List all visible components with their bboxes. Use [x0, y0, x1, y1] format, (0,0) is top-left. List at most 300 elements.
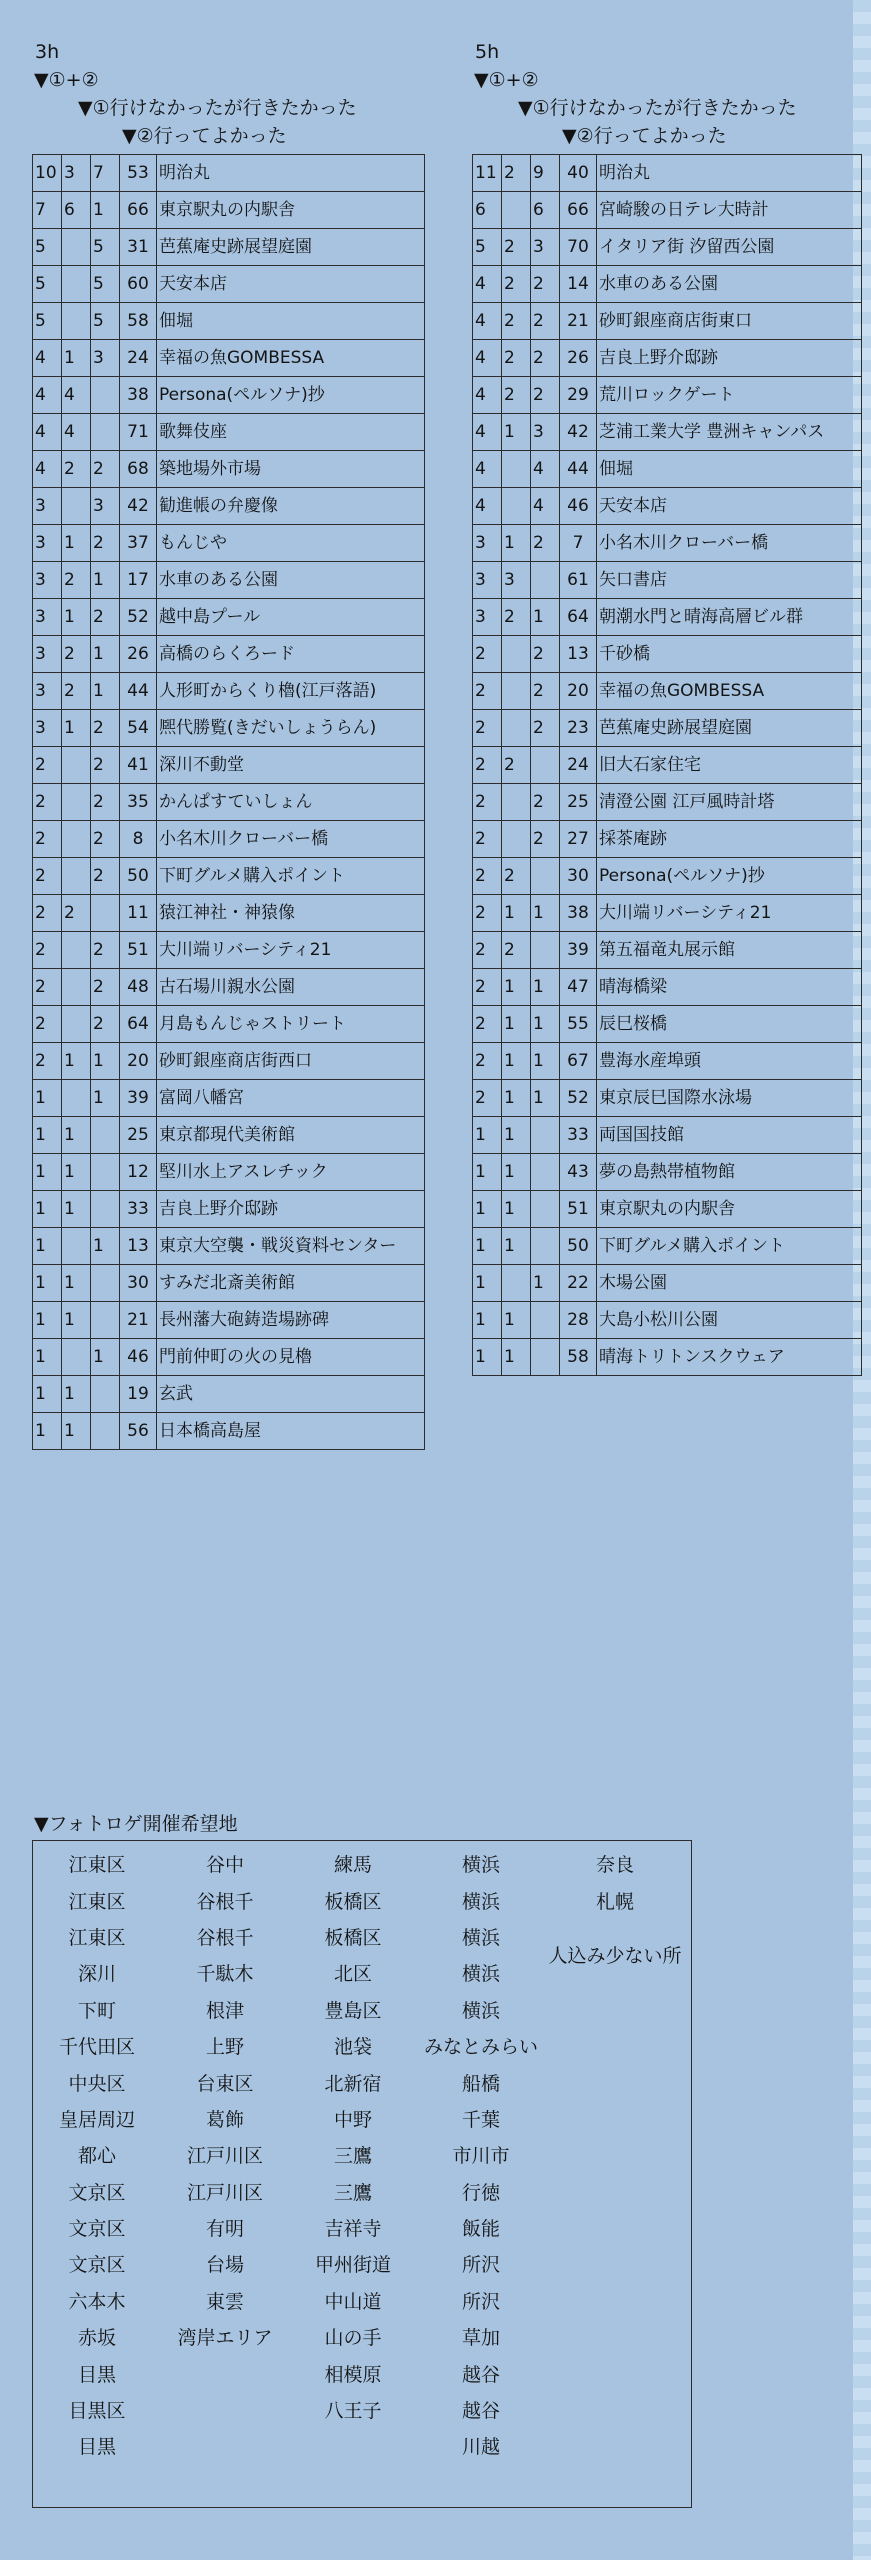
good-count: [91, 1117, 120, 1154]
wishlist-place: 横浜: [461, 1854, 500, 1877]
spot-number: 46: [560, 488, 597, 525]
good-count: [531, 1191, 560, 1228]
wishlist-place: 横浜: [461, 1890, 500, 1913]
spot-name: 深川不動堂: [157, 747, 425, 784]
good-count: 2: [531, 340, 560, 377]
wishlist-place: 目黒: [77, 2436, 116, 2459]
total-count: 1: [33, 1154, 62, 1191]
wishlist-place: [545, 2138, 685, 2174]
good-count: 6: [531, 192, 560, 229]
wishlist-place: [545, 2247, 685, 2283]
wanted-count: 1: [502, 1302, 531, 1339]
good-count: 3: [531, 229, 560, 266]
table-row: [473, 562, 862, 599]
table-row: [473, 969, 862, 1006]
spot-name: 矢口書店: [597, 562, 862, 599]
spot-name: 古石場川親水公園: [157, 969, 425, 1006]
spot-number: 37: [120, 525, 157, 562]
total-count: 2: [473, 784, 502, 821]
spot-name: 大川端リバーシティ21: [597, 895, 862, 932]
total-count: 2: [473, 895, 502, 932]
wishlist-place: 市川市: [452, 2145, 510, 2168]
total-count: 4: [473, 303, 502, 340]
good-count: [91, 1154, 120, 1191]
spot-name: 佃堀: [597, 451, 862, 488]
wanted-count: 1: [62, 710, 91, 747]
wishlist-place: 川越: [461, 2436, 500, 2459]
spot-name: すみだ北斎美術館: [157, 1265, 425, 1302]
spot-number: 51: [120, 932, 157, 969]
spot-name: 月島もんじゃストリート: [157, 1006, 425, 1043]
good-count: [91, 377, 120, 414]
wishlist-place: 葛飾: [205, 2108, 244, 2131]
spot-number: 27: [560, 821, 597, 858]
spot-name: 旧大石家住宅: [597, 747, 862, 784]
spot-number: 51: [560, 1191, 597, 1228]
spot-number: 35: [120, 784, 157, 821]
good-count: 2: [531, 821, 560, 858]
spot-number: 50: [560, 1228, 597, 1265]
table-row: [33, 1376, 425, 1413]
spot-name: 天安本店: [597, 488, 862, 525]
good-count: 2: [91, 451, 120, 488]
wishlist-place: 千代田区: [58, 2036, 135, 2059]
total-count: 5: [33, 229, 62, 266]
table-row: [33, 1265, 425, 1302]
wanted-count: [62, 1006, 91, 1043]
wanted-count: 1: [62, 1302, 91, 1339]
spot-number: 71: [120, 414, 157, 451]
spot-number: 42: [120, 488, 157, 525]
table-row: [33, 155, 425, 192]
spot-number: 26: [560, 340, 597, 377]
wanted-count: [62, 1339, 91, 1376]
spot-number: 50: [120, 858, 157, 895]
good-count: [91, 1376, 120, 1413]
table-row: [33, 266, 425, 303]
wanted-count: 1: [502, 1154, 531, 1191]
legend-good: ▼②行ってよかった: [562, 125, 727, 147]
total-count: 11: [473, 155, 502, 192]
table-row: [33, 1154, 425, 1191]
wanted-count: 2: [62, 636, 91, 673]
wishlist-place: 六本木: [68, 2290, 126, 2313]
spot-name: 門前仲町の火の見櫓: [157, 1339, 425, 1376]
wishlist-place: 板橋区: [324, 1890, 382, 1913]
spot-name: 天安本店: [157, 266, 425, 303]
total-count: 2: [33, 932, 62, 969]
table-row: [33, 1117, 425, 1154]
table-row: [473, 1154, 862, 1191]
wanted-count: 2: [62, 562, 91, 599]
good-count: 1: [91, 1080, 120, 1117]
spot-name: 芭蕉庵史跡展望庭園: [597, 710, 862, 747]
wanted-count: 1: [62, 599, 91, 636]
wanted-count: [62, 747, 91, 784]
spot-name: 佃堀: [157, 303, 425, 340]
good-count: [531, 747, 560, 784]
spot-number: 42: [560, 414, 597, 451]
good-count: 5: [91, 266, 120, 303]
legend-wanted: ▼①行けなかったが行きたかった: [518, 97, 797, 119]
table-row: [33, 784, 425, 821]
wanted-count: 2: [62, 673, 91, 710]
wanted-count: 1: [502, 1080, 531, 1117]
good-count: 2: [531, 673, 560, 710]
total-count: 1: [33, 1302, 62, 1339]
wishlist-place: [545, 2102, 685, 2138]
spot-number: 38: [120, 377, 157, 414]
spot-name: 水車のある公園: [157, 562, 425, 599]
good-count: [91, 1302, 120, 1339]
wanted-count: [502, 673, 531, 710]
wishlist-place: 谷根千: [196, 1926, 254, 1949]
spot-name: 夢の島熱帯植物館: [597, 1154, 862, 1191]
photologe-wishlist: [32, 1812, 692, 2508]
spot-number: 19: [120, 1376, 157, 1413]
good-count: 7: [91, 155, 120, 192]
total-count: 2: [33, 1006, 62, 1043]
good-count: 3: [91, 488, 120, 525]
wishlist-place: 深川: [77, 1963, 116, 1986]
wishlist-place: 千葉: [461, 2108, 500, 2131]
spot-number: 67: [560, 1043, 597, 1080]
wishlist-place: 越谷: [461, 2363, 500, 2386]
wishlist-place: 都心: [77, 2145, 116, 2168]
wanted-count: [502, 192, 531, 229]
good-count: 1: [91, 636, 120, 673]
spot-number: 14: [560, 266, 597, 303]
wanted-count: [502, 1265, 531, 1302]
spot-number: 64: [120, 1006, 157, 1043]
wishlist-place: [161, 2356, 289, 2392]
good-count: 1: [531, 599, 560, 636]
wishlist-place: 中央区: [68, 2072, 126, 2095]
wanted-count: 1: [62, 1191, 91, 1228]
wanted-count: 1: [502, 895, 531, 932]
good-count: 2: [91, 710, 120, 747]
spot-name: 越中島プール: [157, 599, 425, 636]
wanted-count: 1: [502, 1339, 531, 1376]
table-row: [33, 1413, 425, 1450]
spot-name: 歌舞伎座: [157, 414, 425, 451]
total-count: 2: [33, 858, 62, 895]
wishlist-place: [545, 2175, 685, 2211]
spot-name: 採茶庵跡: [597, 821, 862, 858]
spot-number: 24: [560, 747, 597, 784]
spot-name: 木場公園: [597, 1265, 862, 1302]
wanted-count: [502, 488, 531, 525]
good-count: 2: [91, 599, 120, 636]
table-row: [33, 1043, 425, 1080]
spot-number: 66: [120, 192, 157, 229]
spot-name: 明治丸: [157, 155, 425, 192]
legend-wanted: ▼①行けなかったが行きたかった: [78, 97, 357, 119]
spot-name: 荒川ロックゲート: [597, 377, 862, 414]
good-count: 2: [531, 710, 560, 747]
total-count: 4: [473, 488, 502, 525]
wanted-count: [62, 858, 91, 895]
wanted-count: 1: [502, 525, 531, 562]
spot-name: 築地場外市場: [157, 451, 425, 488]
good-count: 2: [531, 266, 560, 303]
spot-number: 23: [560, 710, 597, 747]
spot-name: 第五福竜丸展示館: [597, 932, 862, 969]
spot-name: 晴海橋梁: [597, 969, 862, 1006]
spot-number: 52: [120, 599, 157, 636]
spot-number: 60: [120, 266, 157, 303]
spot-number: 43: [560, 1154, 597, 1191]
spot-number: 31: [120, 229, 157, 266]
wishlist-place: 江戸川区: [186, 2181, 263, 2204]
wishlist-place: 奈良: [595, 1854, 634, 1877]
spot-name: 東京大空襲・戦災資料センター: [157, 1228, 425, 1265]
wishlist-place: 人込み少ない所: [548, 1945, 682, 1968]
good-count: 1: [91, 1228, 120, 1265]
spot-number: 41: [120, 747, 157, 784]
spot-number: 20: [120, 1043, 157, 1080]
wanted-count: 2: [502, 303, 531, 340]
good-count: 1: [91, 562, 120, 599]
wishlist-place: 文京区: [68, 2254, 126, 2277]
good-count: 2: [91, 969, 120, 1006]
total-count: 2: [473, 747, 502, 784]
spot-number: 52: [560, 1080, 597, 1117]
wishlist-place: 中野: [333, 2108, 372, 2131]
wishlist-column: [289, 1847, 417, 2466]
good-count: 2: [531, 525, 560, 562]
spot-name: 高橋のらくろード: [157, 636, 425, 673]
spot-name: 晴海トリトンスクウェア: [597, 1339, 862, 1376]
table-row: [473, 1191, 862, 1228]
wishlist-place: 江戸川区: [186, 2145, 263, 2168]
total-count: 1: [33, 1339, 62, 1376]
spot-name: 大川端リバーシティ21: [157, 932, 425, 969]
wishlist-place: 所沢: [461, 2254, 500, 2277]
spot-name: 砂町銀座商店街東口: [597, 303, 862, 340]
table-row: [33, 377, 425, 414]
table-row: [473, 377, 862, 414]
good-count: 1: [91, 192, 120, 229]
table-row: [473, 340, 862, 377]
wanted-count: 1: [502, 414, 531, 451]
wanted-count: 1: [502, 1191, 531, 1228]
good-count: [91, 895, 120, 932]
spot-number: 47: [560, 969, 597, 1006]
spot-number: 13: [120, 1228, 157, 1265]
wishlist-place: 赤坂: [77, 2327, 116, 2350]
spot-name: 小名木川クローバー橋: [157, 821, 425, 858]
wishlist-place: 上野: [205, 2036, 244, 2059]
wishlist-column: [417, 1847, 545, 2466]
table-row: [33, 636, 425, 673]
wanted-count: [62, 488, 91, 525]
wanted-count: [62, 821, 91, 858]
wanted-count: 1: [502, 969, 531, 1006]
ranking-table: [472, 154, 862, 1376]
spot-number: 21: [560, 303, 597, 340]
wishlist-place: 北新宿: [324, 2072, 382, 2095]
table-row: [33, 858, 425, 895]
ranking-table: [32, 154, 425, 1450]
table-row: [33, 488, 425, 525]
spot-number: 54: [120, 710, 157, 747]
table-row: [473, 1117, 862, 1154]
legend-total: ▼①+②: [474, 69, 539, 91]
wishlist-place: 行徳: [461, 2181, 500, 2204]
table-row: [473, 1339, 862, 1376]
wishlist-place: 吉祥寺: [324, 2218, 382, 2241]
spot-name: 幸福の魚GOMBESSA: [597, 673, 862, 710]
spot-name: 水車のある公園: [597, 266, 862, 303]
spot-name: 下町グルメ購入ポイント: [157, 858, 425, 895]
table-row: [33, 673, 425, 710]
total-count: 2: [473, 932, 502, 969]
table-row: [473, 858, 862, 895]
wanted-count: 3: [502, 562, 531, 599]
total-count: 7: [33, 192, 62, 229]
good-count: [91, 1191, 120, 1228]
wishlist-box: [32, 1840, 692, 2508]
good-count: 2: [91, 821, 120, 858]
total-count: 4: [473, 340, 502, 377]
wishlist-place: 池袋: [333, 2036, 372, 2059]
spot-number: 30: [560, 858, 597, 895]
table-row: [33, 1228, 425, 1265]
wishlist-place: 千駄木: [196, 1963, 254, 1986]
total-count: 1: [473, 1191, 502, 1228]
good-count: [91, 1413, 120, 1450]
spot-number: 7: [560, 525, 597, 562]
spot-name: 千砂橋: [597, 636, 862, 673]
good-count: [531, 1339, 560, 1376]
total-count: 2: [473, 636, 502, 673]
wishlist-place: 横浜: [461, 1926, 500, 1949]
spot-name: 豊海水産埠頭: [597, 1043, 862, 1080]
spot-name: 日本橋高島屋: [157, 1413, 425, 1450]
total-count: 6: [473, 192, 502, 229]
table-row: [33, 192, 425, 229]
good-count: [531, 1228, 560, 1265]
total-count: 4: [33, 377, 62, 414]
spot-name: 下町グルメ購入ポイント: [597, 1228, 862, 1265]
total-count: 2: [473, 1080, 502, 1117]
table-row: [473, 451, 862, 488]
good-count: 4: [531, 451, 560, 488]
spot-number: 29: [560, 377, 597, 414]
table-row: [33, 599, 425, 636]
spot-number: 33: [560, 1117, 597, 1154]
wishlist-place: 皇居周辺: [58, 2108, 135, 2131]
spot-number: 24: [120, 340, 157, 377]
total-count: 3: [473, 562, 502, 599]
total-count: 2: [33, 821, 62, 858]
good-count: [531, 1154, 560, 1191]
table-row: [473, 932, 862, 969]
spot-name: 砂町銀座商店街西口: [157, 1043, 425, 1080]
wanted-count: 1: [62, 1043, 91, 1080]
good-count: 3: [91, 340, 120, 377]
spot-name: 大島小松川公園: [597, 1302, 862, 1339]
total-count: 2: [33, 784, 62, 821]
wishlist-place: 東雲: [205, 2290, 244, 2313]
wanted-count: 1: [62, 525, 91, 562]
good-count: 2: [531, 784, 560, 821]
good-count: 1: [531, 1265, 560, 1302]
spot-number: 28: [560, 1302, 597, 1339]
table-row: [473, 192, 862, 229]
wishlist-column: [33, 1847, 161, 2466]
legend-total: ▼①+②: [34, 69, 99, 91]
wishlist-place: 台東区: [196, 2072, 254, 2095]
wanted-count: 1: [502, 1117, 531, 1154]
total-count: 3: [33, 710, 62, 747]
wanted-count: 3: [62, 155, 91, 192]
wishlist-place: [161, 2393, 289, 2429]
wanted-count: [62, 1228, 91, 1265]
section-title: 3h: [35, 41, 60, 63]
wishlist-place: 札幌: [595, 1890, 634, 1913]
table-row: [473, 747, 862, 784]
wanted-count: [62, 303, 91, 340]
wishlist-place: 江東区: [68, 1854, 126, 1877]
wanted-count: 1: [502, 1006, 531, 1043]
good-count: 4: [531, 488, 560, 525]
ranking-3h: [32, 40, 425, 1450]
wanted-count: 1: [502, 1228, 531, 1265]
wanted-count: 6: [62, 192, 91, 229]
spot-number: 66: [560, 192, 597, 229]
spot-number: 8: [120, 821, 157, 858]
wanted-count: [62, 266, 91, 303]
spot-number: 44: [560, 451, 597, 488]
table-row: [473, 710, 862, 747]
table-row: [33, 710, 425, 747]
table-row: [473, 1080, 862, 1117]
spot-name: 清澄公園 江戸風時計塔: [597, 784, 862, 821]
total-count: 1: [473, 1154, 502, 1191]
wanted-count: 1: [62, 1413, 91, 1450]
section-title: 5h: [475, 41, 500, 63]
total-count: 3: [33, 673, 62, 710]
good-count: 1: [531, 1080, 560, 1117]
wishlist-place: [545, 2320, 685, 2356]
good-count: 1: [531, 1006, 560, 1043]
table-row: [33, 1339, 425, 1376]
good-count: 3: [531, 414, 560, 451]
total-count: 1: [473, 1302, 502, 1339]
spot-number: 70: [560, 229, 597, 266]
good-count: 2: [91, 747, 120, 784]
spot-name: 猿江神社・神猿像: [157, 895, 425, 932]
spot-number: 58: [120, 303, 157, 340]
spot-number: 20: [560, 673, 597, 710]
wanted-count: [502, 821, 531, 858]
wishlist-place: [545, 2356, 685, 2392]
spot-name: 両国国技館: [597, 1117, 862, 1154]
wishlist-place: 板橋区: [324, 1926, 382, 1949]
total-count: 5: [33, 266, 62, 303]
spot-name: 堅川水上アスレチック: [157, 1154, 425, 1191]
spot-number: 64: [560, 599, 597, 636]
wishlist-place: [545, 2429, 685, 2465]
wanted-count: [502, 784, 531, 821]
wanted-count: 2: [502, 747, 531, 784]
table-row: [33, 895, 425, 932]
table-row: [473, 821, 862, 858]
wishlist-place: 飯能: [461, 2218, 500, 2241]
spot-name: 長州藩大砲鋳造場跡碑: [157, 1302, 425, 1339]
